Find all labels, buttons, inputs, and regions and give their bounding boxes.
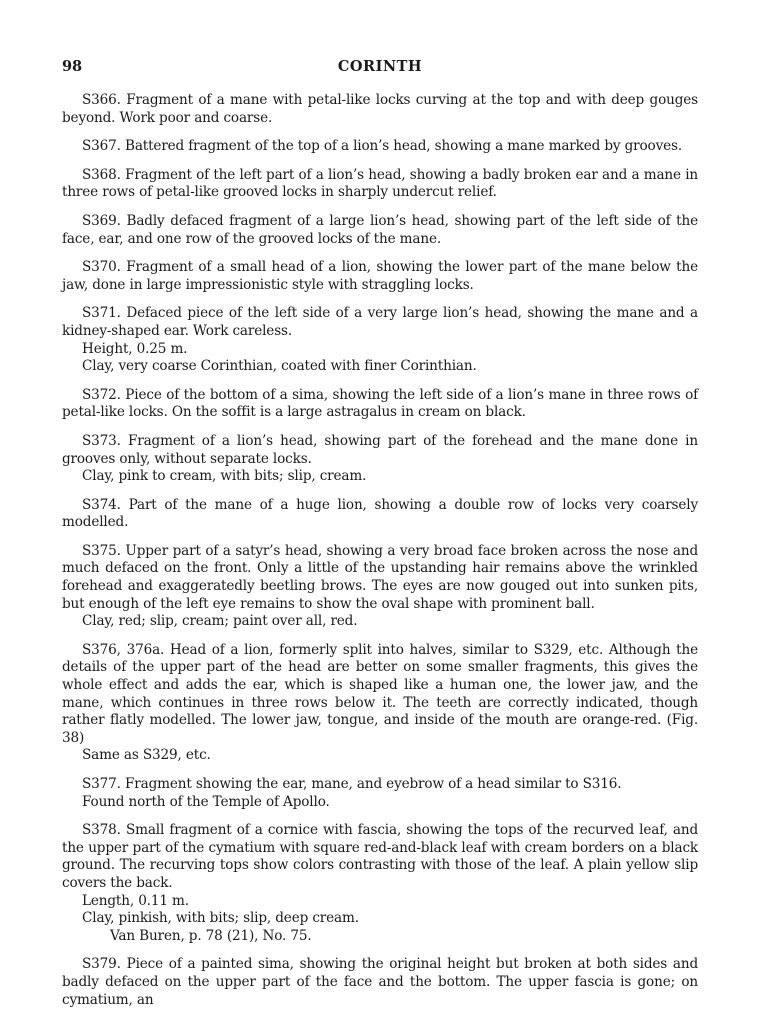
catalogue-entry: [62, 433, 698, 486]
catalogue-entry: [62, 822, 698, 945]
entry-description: S376, 376a. Head of a lion, formerly split into halves, similar to S329, etc. Although the details of the upper part of the head are better on some smaller fragments, this gives the whole effect and adds the ear, which is shaped like a human one, the lower jaw, and the mane, which continues in three rows below it. The teeth are correctly indicated, though rather flatly modelled. The lower jaw, tongue, and inside of the mouth are orange-red. (Fig. 38): [62, 641, 698, 746]
entry-detail: Clay, pinkish, with bits; slip, deep cream.: [82, 910, 359, 927]
entry-description: S370. Fragment of a small head of a lion, showing the lower part of the mane below the jaw, done in large impressionistic style with straggling locks.: [62, 259, 698, 293]
entry-description: S375. Upper part of a satyr’s head, showing a very broad face broken across the nose and much defaced on the front. Only a little of the upstanding hair remains above the wrinkled forehead and exaggeratedly beetling brows. The eyes are now gouged out into sunken pits, but enough of the left eye remains to show the oval shape with prominent ball.: [62, 542, 698, 612]
catalogue-entry: [62, 956, 698, 1009]
entry-description: S378. Small fragment of a cornice with fascia, showing the tops of the recurved leaf, and the upper part of the cymatium with square red-and-black leaf with cream borders on a black ground. The recurving tops show colors contrasting with those of the leaf. A plain yellow slip covers the back.: [62, 822, 698, 891]
entry-detail: Length, 0.11 m.: [82, 892, 189, 909]
page-number: 98: [62, 58, 82, 75]
catalogue-entry: [62, 92, 698, 127]
catalogue-entry: [62, 543, 698, 631]
catalogue-entries: [62, 92, 698, 1009]
entry-detail: Same as S329, etc.: [82, 747, 211, 764]
catalogue-entry: [62, 642, 698, 765]
running-head: CORINTH: [337, 58, 423, 75]
catalogue-entry: [62, 497, 698, 532]
entry-detail: Clay, very coarse Corinthian, coated with finer Corinthian.: [82, 358, 477, 375]
catalogue-entry: [62, 305, 698, 375]
catalogue-entry: [62, 213, 698, 248]
entry-description: S374. Part of the mane of a huge lion, showing a double row of locks very coarsely modelled.: [62, 496, 698, 531]
catalogue-entry: [62, 167, 698, 202]
catalogue-entry: [62, 387, 698, 422]
entry-detail: Height, 0.25 m.: [82, 340, 188, 357]
entry-description: S373. Fragment of a lion’s head, showing part of the forehead and the mane done in grooves only, without separate locks.: [62, 432, 698, 467]
entry-detail: Found north of the Temple of Apollo.: [82, 793, 330, 810]
entry-description: S367. Battered fragment of the top of a lion’s head, showing a mane marked by grooves.: [82, 138, 683, 155]
entry-description: S368. Fragment of the left part of a lion’s head, showing a badly broken ear and a mane in three rows of petal-like grooved locks in sharply undercut relief.: [62, 166, 698, 201]
page-header: [62, 58, 698, 80]
entry-detail: Clay, red; slip, cream; paint over all, red.: [82, 613, 358, 630]
entry-description: S371. Defaced piece of the left side of a very large lion’s head, showing the mane and a kidney-shaped ear. Work careless.: [62, 305, 698, 339]
catalogue-entry: [62, 138, 698, 156]
entry-detail: Clay, pink to cream, with bits; slip, cream.: [82, 468, 367, 485]
entry-description: S377. Fragment showing the ear, mane, and eyebrow of a head similar to S316.: [82, 776, 622, 792]
entry-description: S379. Piece of a painted sima, showing the original height but broken at both sides and badly defaced on the upper part of the face and the bottom. The upper fascia is gone; on cymatium, an: [62, 956, 698, 1008]
entry-bibliographic-reference: Van Buren, p. 78 (21), No. 75.: [110, 927, 312, 944]
entry-description: S366. Fragment of a mane with petal-like locks curving at the top and with deep gouges beyond. Work poor and coarse.: [62, 92, 698, 126]
document-page: [62, 58, 698, 1020]
entry-description: S372. Piece of the bottom of a sima, showing the left side of a lion’s mane in three rows of petal-like locks. On the soffit is a large astragalus in cream on black.: [62, 386, 698, 421]
catalogue-entry: [62, 259, 698, 294]
catalogue-entry: [62, 776, 698, 811]
entry-description: S369. Badly defaced fragment of a large lion’s head, showing part of the left side of the face, ear, and one row of the grooved locks of the mane.: [62, 212, 698, 247]
